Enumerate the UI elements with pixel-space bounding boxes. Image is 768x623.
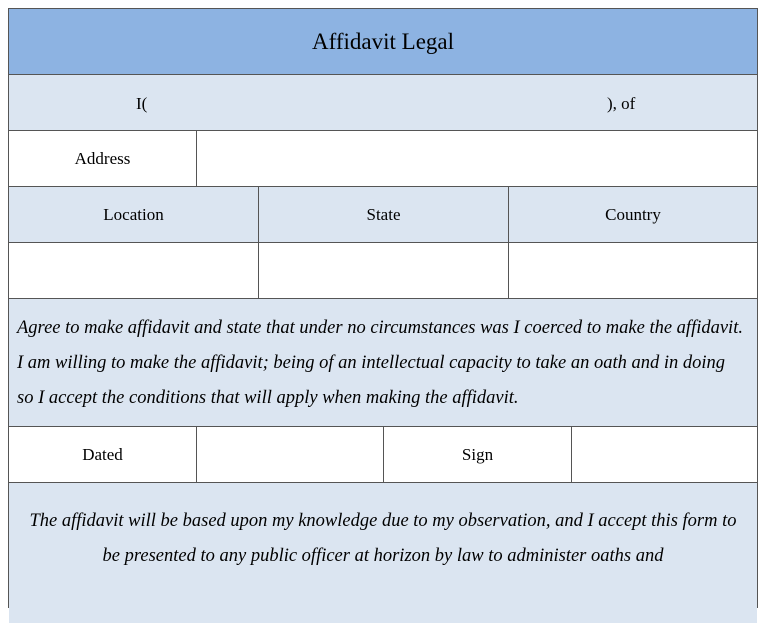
declaration-text: The affidavit will be based upon my knowledge due to my observation, and I accept this form to be presented to any public officer at horizon by law to administer oaths and [29,511,737,566]
statement-block [9,299,757,427]
form-title-bar [9,9,757,75]
dated-field[interactable] [197,427,384,482]
location-header: Location [9,187,259,242]
dated-sign-row [9,427,757,483]
location-values-row [9,243,757,299]
address-row [9,131,757,187]
location-field[interactable] [9,243,259,298]
declaration-block [9,483,757,623]
address-label: Address [9,131,197,186]
country-field[interactable] [509,243,757,298]
dated-label: Dated [9,427,197,482]
state-field[interactable] [259,243,509,298]
sign-field[interactable] [572,427,757,482]
affidavit-form [8,8,758,608]
state-header: State [259,187,509,242]
name-row [9,75,757,131]
sign-label: Sign [384,427,572,482]
statement-text: Agree to make affidavit and state that under no circumstances was I coerced to make the affidavit. I am willing to make the affidavit; being of an intellectual capacity to take an oath and in doing so I accept the conditions that will apply when making the affidavit. [17,318,743,408]
name-prefix-label: I( [136,94,148,113]
form-title: Affidavit Legal [312,28,454,54]
name-suffix-label: ), of [607,94,636,113]
address-field[interactable] [197,131,757,186]
location-header-row [9,187,757,243]
country-header: Country [605,204,661,224]
name-field[interactable] [154,75,604,130]
